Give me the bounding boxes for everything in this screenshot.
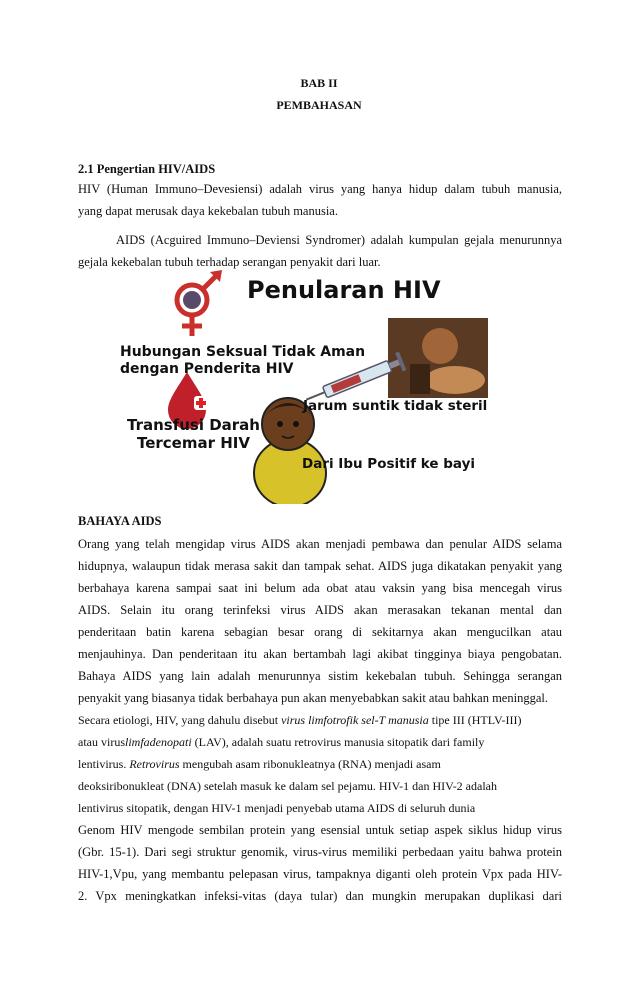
chapter-title: PEMBAHASAN <box>276 98 362 112</box>
text-run-italic: limfadenopati <box>125 735 192 749</box>
hiv-transmission-infographic <box>110 268 530 504</box>
text-run: Secara etiologi, HIV, yang dahulu disebut <box>78 713 282 727</box>
text-run: atau virus <box>78 735 125 749</box>
paragraph-bahaya-aids <box>78 533 562 907</box>
transmission-transfusion-label <box>127 416 260 452</box>
text-line: Orang yang telah mengidap virus AIDS akan menjadi pembawa dan penular AIDS selama <box>78 537 562 551</box>
label-line: dengan Penderita HIV <box>120 361 294 377</box>
text-line: berbahaya karena sampai saat ini belum ada obat atau vaksin yang bisa mencegah virus <box>78 581 562 595</box>
text-line: gejala kekebalan tubuh terhadap serangan penyakit dari luar. <box>78 255 381 269</box>
text-line: HIV-1,Vpu, yang membantu pelepasan virus, tampaknya diganti oleh protein Vpx pada HIV- <box>78 867 562 881</box>
section-heading-bahaya-aids: BAHAYA AIDS <box>78 514 162 528</box>
section-heading-hiv-aids: 2.1 Pengertian HIV/AIDS <box>78 162 216 176</box>
text-line: penderitaan batin karena sebagian besar orang di sekitarnya akan mengucilkan atau <box>78 625 562 639</box>
text-line-etiology: lentivirus sitopatik, dengan HIV-1 menjadi penyebab utama AIDS di seluruh dunia <box>78 801 476 815</box>
text-line-etiology <box>78 709 562 731</box>
text-run-italic: Retrovirus <box>129 757 180 771</box>
transmission-mother-label: Dari Ibu Positif ke bayi <box>302 456 476 472</box>
text-run: (LAV), adalah suatu retrovirus manusia sitopatik dari family <box>191 735 485 749</box>
paragraph-hiv-definition <box>78 178 562 222</box>
text-line: yang dapat merusak daya kekebalan tubuh manusia. <box>78 204 338 218</box>
label-line: Hubungan Seksual Tidak Aman <box>120 344 366 360</box>
text-line: Bahaya AIDS yang lain adalah menurunnya sistim kekebalan tubuh. Sehingga serangan <box>78 669 562 683</box>
text-line: (Gbr. 15-1). Dari segi struktur genomik, virus-virus memiliki perbedaan yaitu bahwa protein <box>78 845 562 859</box>
text-run-italic: virus limfotrofik sel-T manusia <box>281 713 429 727</box>
text-run: tipe III (HTLV-III) <box>428 713 522 727</box>
text-line: hidupnya, walaupun tidak merasa sakit dan tampak sehat. AIDS juga dikatakan penyakit yang <box>78 559 562 573</box>
text-line: AIDS. Selain itu orang terinfeksi virus AIDS akan merasakan tekanan mental dan <box>78 603 562 617</box>
text-line: 2. Vpx meningkatkan infeksi-vitas (daya tular) dan mungkin merupakan duplikasi dari <box>78 889 562 903</box>
text-line: HIV (Human Immuno–Devesiensi) adalah virus yang hanya hidup dalam tubuh manusia, <box>78 182 562 196</box>
text-line: menjauhinya. Dan penderitaan itu akan bertambah lagi akibat tingginya biaya pengobatan. <box>78 647 562 661</box>
drug-injection-photo <box>388 318 488 398</box>
chapter-label: BAB II <box>300 76 338 90</box>
text-run: lentivirus. <box>78 757 130 771</box>
text-line: AIDS (Acguired Immuno–Deviensi Syndromer) adalah kumpulan gejala menurunnya <box>116 233 562 247</box>
transmission-needle-label: Jarum suntik tidak steril <box>303 398 488 414</box>
text-line: Genom HIV mengode sembilan protein yang esensial untuk setiap aspek siklus hidup virus <box>78 823 562 837</box>
label-line: Tercemar HIV <box>136 434 250 452</box>
text-line-etiology <box>78 753 562 775</box>
infographic-title: Penularan HIV <box>247 276 441 304</box>
text-line-etiology <box>78 731 562 753</box>
gender-symbols-icon <box>177 270 222 336</box>
text-line-etiology: deoksiribonukleat (DNA) setelah masuk ke dalam sel pejamu. HIV-1 dan HIV-2 adalah <box>78 779 497 793</box>
paragraph-aids-definition <box>78 229 562 273</box>
text-line: penyakit yang biasanya tidak berbahaya pun akan menyebabkan sakit atau bahkan meninggal. <box>78 691 548 705</box>
text-run: mengubah asam ribonukleatnya (RNA) menjadi asam <box>179 757 441 771</box>
label-line: Transfusi Darah <box>127 416 260 434</box>
transmission-sex-label <box>120 344 365 378</box>
